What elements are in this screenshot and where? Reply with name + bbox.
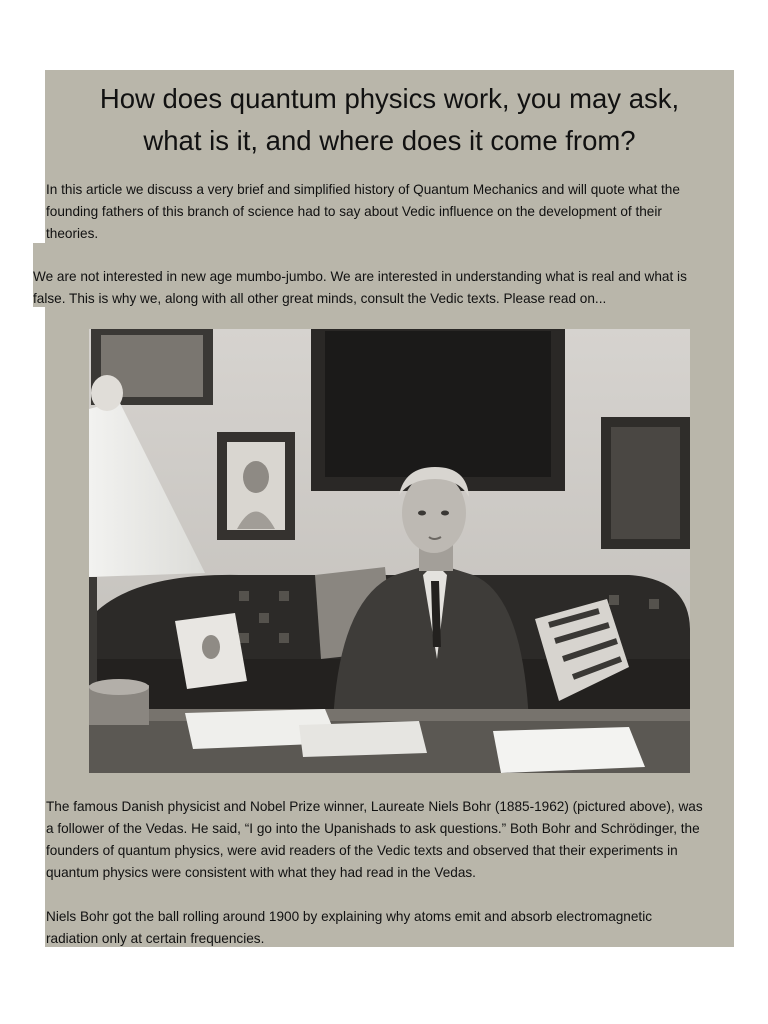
bohr-line-2: a follower of the Vedas. He said, “I go into the Upanishads to ask questions.” Both Bohr and Schrödinger, the <box>46 821 700 836</box>
bohr-line-4: quantum physics were consistent with what they had read in the Vedas. <box>46 865 476 880</box>
bohr-line-3: founders of quantum physics, were avid readers of the Vedic texts and observed that their experiments in <box>46 843 678 858</box>
ball-line-2: radiation only at certain frequencies. <box>46 931 265 946</box>
ball-paragraph <box>46 906 652 950</box>
mumbo-line-1: We are not interested in new age mumbo-jumbo. We are interested in understanding what is real and what is <box>33 269 687 284</box>
mumbo-paragraph <box>33 266 687 310</box>
intro-paragraph <box>46 179 680 245</box>
intro-line-2: founding fathers of this branch of science had to say about Vedic influence on the development of their <box>46 204 662 219</box>
niels-bohr-photo <box>89 329 690 773</box>
mumbo-line-2: false. This is why we, along with all other great minds, consult the Vedic texts. Please read on... <box>33 291 607 306</box>
intro-line-3: theories. <box>46 226 99 241</box>
article-title <box>45 78 734 162</box>
title-line-2: what is it, and where does it come from? <box>143 125 636 156</box>
bohr-line-1: The famous Danish physicist and Nobel Prize winner, Laureate Niels Bohr (1885-1962) (pictured above), was <box>46 799 703 814</box>
intro-line-1: In this article we discuss a very brief and simplified history of Quantum Mechanics and will quote what the <box>46 182 680 197</box>
bohr-paragraph <box>46 796 703 884</box>
title-line-1: How does quantum physics work, you may ask, <box>99 83 680 114</box>
ball-line-1: Niels Bohr got the ball rolling around 1900 by explaining why atoms emit and absorb electromagnetic <box>46 909 653 924</box>
